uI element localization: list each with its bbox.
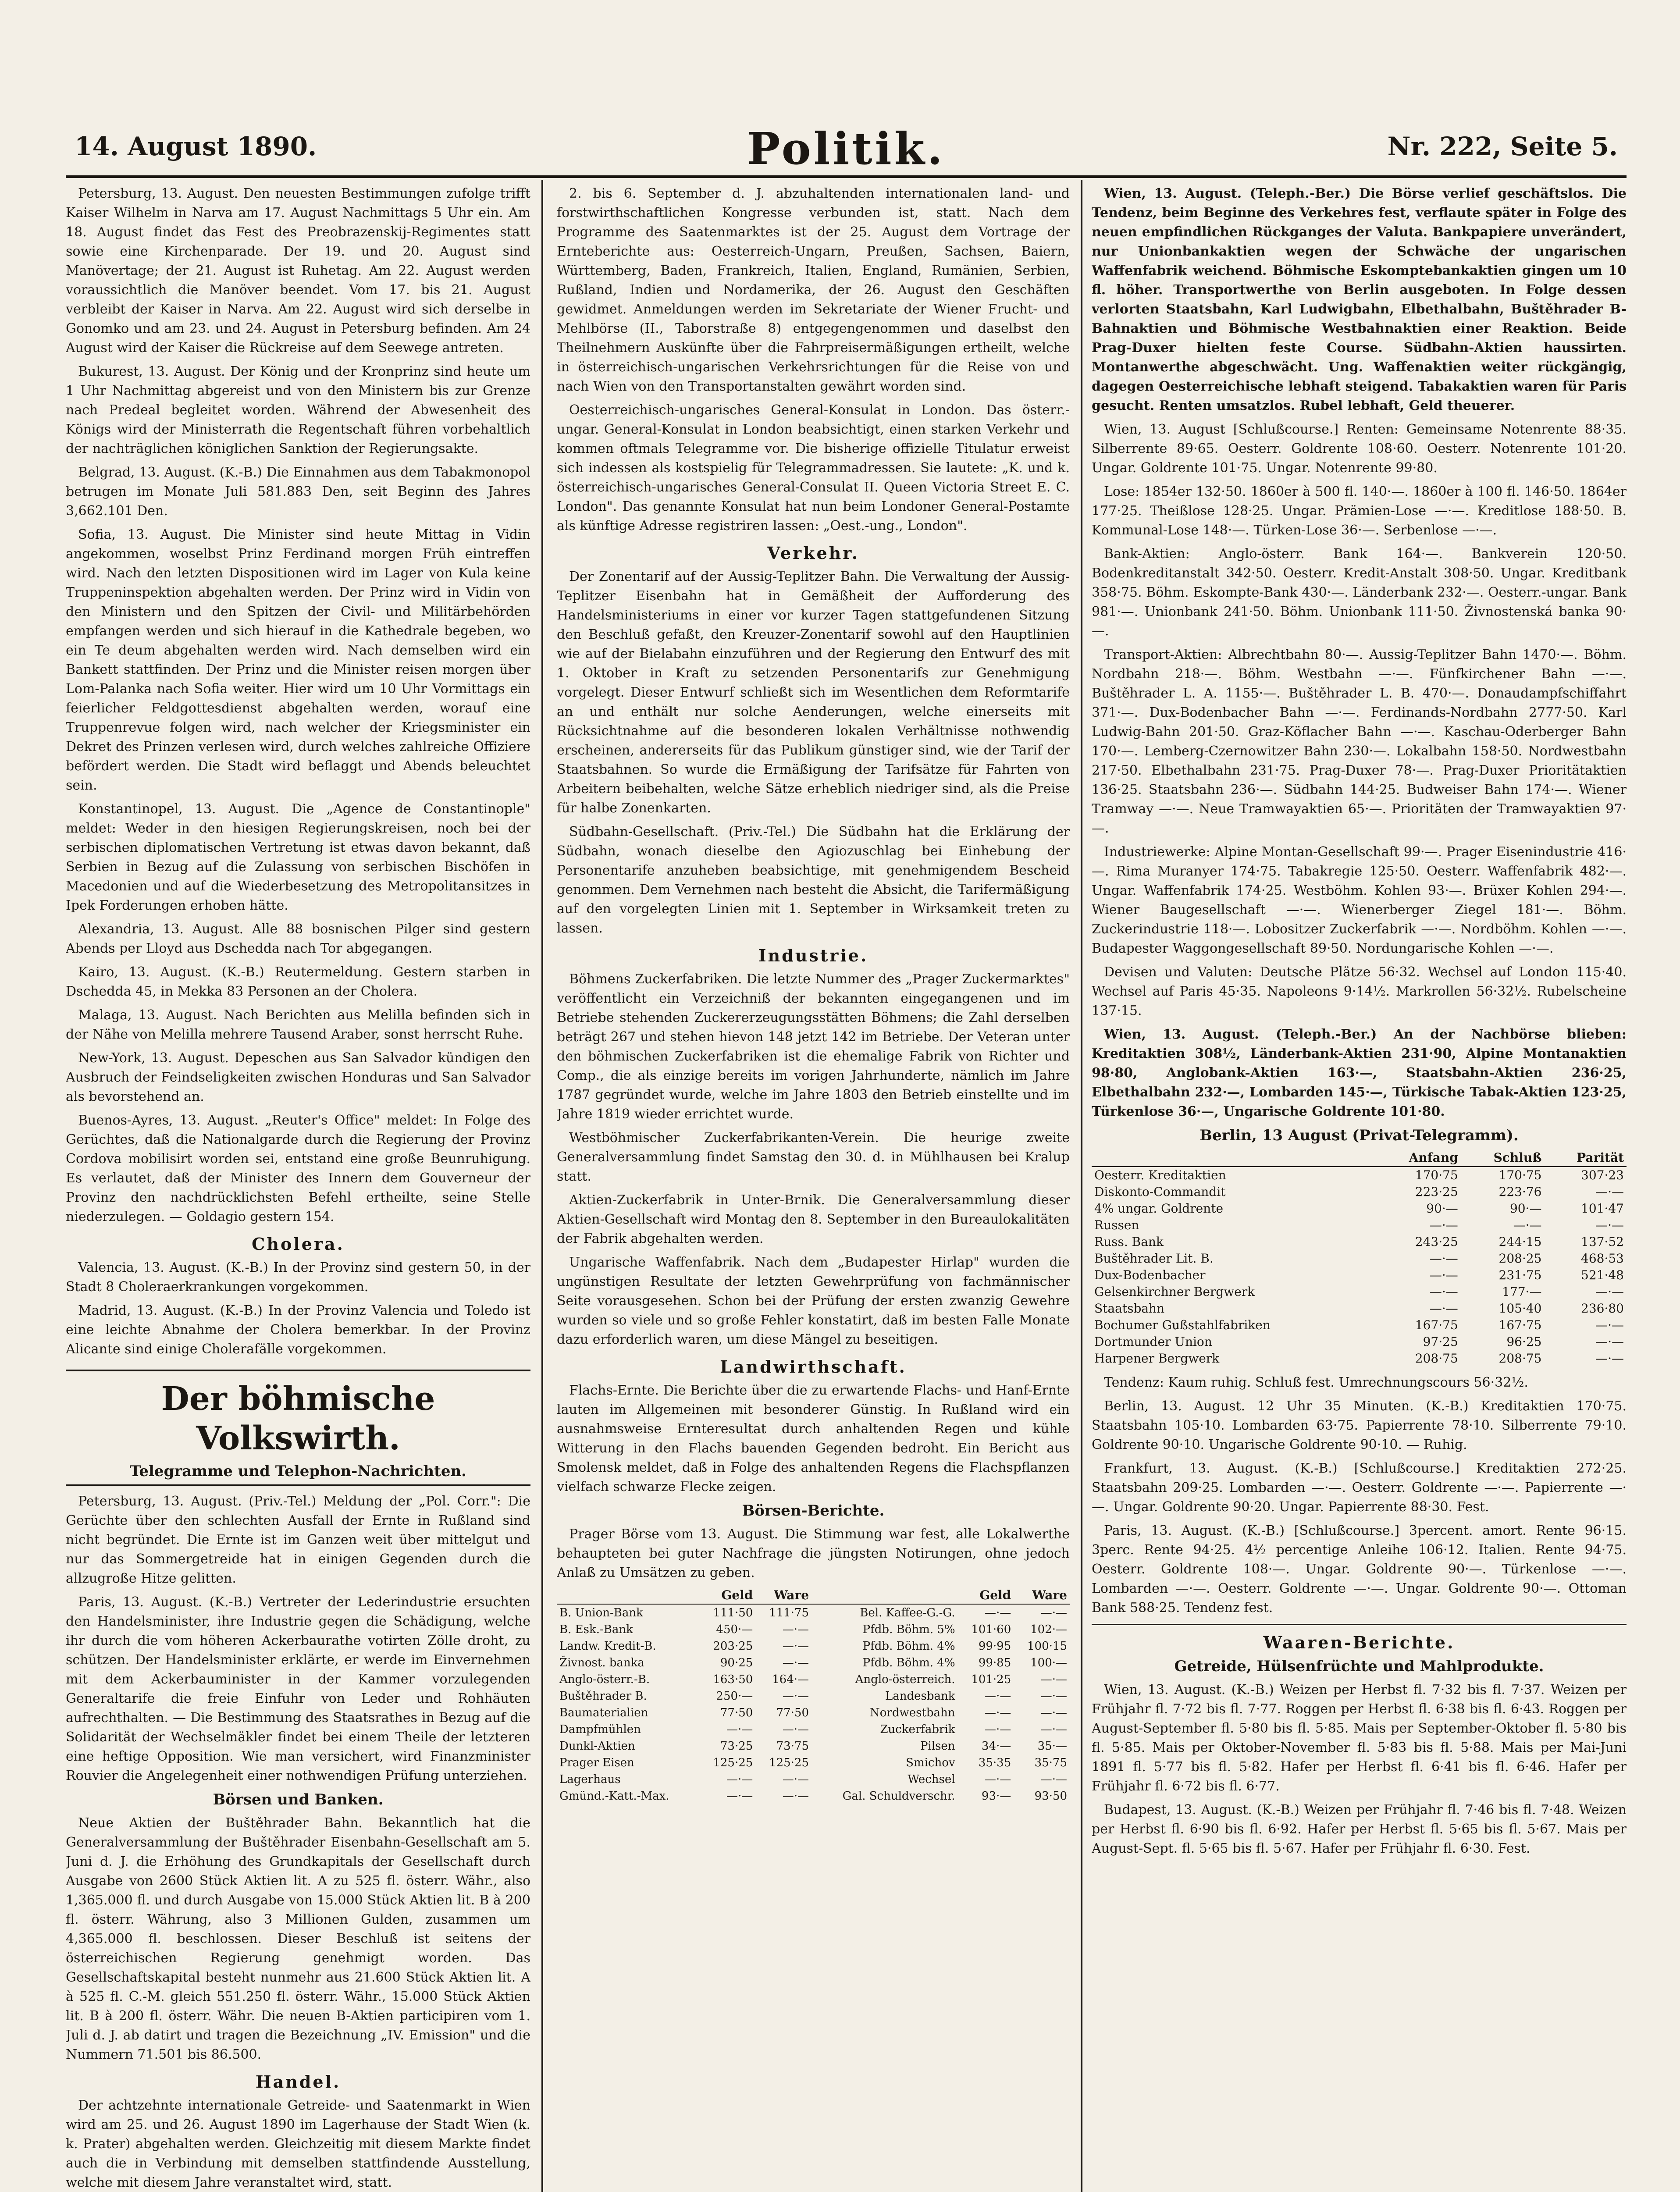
table-row (1092, 1284, 1627, 1300)
table-cell: 236·80 (1581, 1301, 1624, 1316)
section-verkehr: Verkehr. (767, 543, 860, 563)
table-cell: 521·48 (1581, 1268, 1624, 1282)
article-frankfurt: Frankfurt, 13. August. (K.-B.) [Schlußcourse.] Kreditaktien 272·25. Staatsbahn 209·25. Lombarden —·—. Oesterr. Goldrente —·—. Papierrente —·—. Ungar. Goldrente 90·20. Ungar. Papierrente 88·30. Fest. (1092, 1461, 1627, 1515)
table-row (1092, 1200, 1627, 1217)
article-madrid: Madrid, 13. August. (K.-B.) In der Provinz Valencia und Toledo ist eine leichte Abnahme der Cholera bemerkbar. In der Provinz Alicante sind einige Cholerafälle vorgekommen. (66, 1303, 530, 1357)
article-wien-lose: Lose: 1854er 132·50. 1860er à 500 fl. 140·—. 1860er à 100 fl. 146·50. 1864er 177·25. Theißlose 128·25. Ungar. Prämien-Lose —·—. Kreditlose 188·50. B. Kommunal-Lose 148·—. Türken-Lose 36·—. Serbenlose —·—. (1092, 484, 1627, 538)
section-landwirthschaft: Landwirthschaft. (720, 1357, 907, 1377)
table-cell: —·— (782, 1623, 809, 1636)
table-cell: 105·40 (1498, 1301, 1542, 1316)
section-industrie: Industrie. (758, 946, 868, 965)
article-petersburg: Petersburg, 13. August. Den neuesten Bestimmungen zufolge trifft Kaiser Wilhelm in Narva am 17. August Nachmittags 5 Uhr ein. Am 18. August findet das Fest des Preobrazenskij-Regimentes statt sowie eine Kirchenparade. Der 19. und 20. August sind Manövertage; der 21. August ist Ruhetag. Am 22. August werden voraussichtlich die Manöver beendet. Vom 17. bis 21. August verbleibt der Kaiser in Narva. Am 22. August wird sich derselbe in Gonomko und am 23. und 24. August in Petersburg befinden. Am 24 August wird der Kaiser die Rückreise auf dem Seewege antreten. (66, 186, 530, 356)
table-header-cell: Geld (958, 1587, 1014, 1604)
table-cell: —·— (1595, 1334, 1624, 1349)
table-header-cell: Ware (1014, 1587, 1070, 1604)
article-valencia: Valencia, 13. August. (K.-B.) In der Provinz sind gestern 50, in der Stadt 8 Choleraerkrankungen vorgekommen. (66, 1260, 530, 1295)
table-row (557, 1788, 1070, 1804)
table-cell: 231·75 (1498, 1268, 1542, 1282)
table-header-cell (812, 1587, 958, 1604)
table-cell: 99·95 (978, 1640, 1011, 1653)
table-row (1092, 1317, 1627, 1334)
article-paris-leder: Paris, 13. August. (K.-B.) Vertreter der Lederindustrie ersuchten den Handelsminister, ihre Industrie gegen die Schädigung, welche ihr durch die vom höheren Ackerbaurathe votirten Zölle droht, zu schützen. Der Handelsminister erklärte, er werde im Einvernehmen mit dem Ackerbauminister in der Kammer vorzulegenden Generaltarife die freie Einfuhr von Leder und Rohhäuten aufrechthalten. — Die Bestimmung des Staatsrathes in Bezug auf die Solidarität der Wechselmäkler findet bei einem Theile der letzteren eine heftige Opposition. Wie man versichert, wird Finanzminister Rouvier die Angelegenheit einer nothwendigen Prüfung unterziehen. (66, 1594, 530, 1783)
table-header-cell (1092, 1149, 1375, 1167)
table-cell: 93·— (981, 1790, 1011, 1803)
table-cell: Pfdb. Böhm. 4% (862, 1640, 955, 1653)
table-cell: B. Union-Bank (559, 1606, 643, 1619)
table-cell: Živnost. banka (559, 1656, 644, 1669)
table-cell: —·— (985, 1723, 1011, 1736)
table-cell: —·— (985, 1606, 1011, 1619)
table-header-cell: Geld (700, 1587, 756, 1604)
table-row (557, 1671, 1070, 1688)
table-cell: Baumaterialien (559, 1706, 648, 1719)
table-cell: Pfdb. Böhm. 4% (862, 1656, 955, 1669)
table-row (1092, 1217, 1627, 1234)
table-header-cell: Anfang (1375, 1149, 1460, 1167)
article-saatenmarkt-cont: 2. bis 6. September d. J. abzuhaltenden internationalen land- und forstwirthschaftlichen Kongresse verbunden ist, statt. Nach dem Programme des Saatenmarktes ist der 25. August dem Vortrage der Ernteberichte aus: Oesterreich-Ungarn, Preußen, Sachsen, Baiern, Württemberg, Baden, Frankreich, Italien, England, Rumänien, Serbien, Rußland, Indien und Nordamerika, der 26. August den Geschäften gewidmet. Anmeldungen werden im Sekretariate der Wiener Frucht- und Mehlbörse (II., Taborstraße 8) entgegengenommen und daselbst den Theilnehmern Auskünfte über die Fahrpreisermäßigungen ertheilt, welche in österreichisch-ungarischen Verkehrsrichtungen für die Reise von und nach Wien von den Transportanstalten gewährt worden sind. (557, 186, 1070, 394)
table-header-row (1092, 1149, 1627, 1167)
table-cell: 90·— (1509, 1201, 1542, 1216)
table-header-row (557, 1587, 1070, 1604)
table-cell: Russen (1094, 1218, 1139, 1232)
article-budapest-getreide: Budapest, 13. August. (K.-B.) Weizen per Frühjahr fl. 7·46 bis fl. 7·48. Weizen per Herbst fl. 6·90 bis fl. 6·92. Hafer per Herbst fl. 5·65 bis fl. 5·67. Mais per August-Sept. fl. 5·65 bis fl. 5·67. Hafer per Frühjahr fl. 6·30. Fest. (1092, 1802, 1627, 1856)
header-page-number: Nr. 222, Seite 5. (1387, 132, 1618, 161)
table-cell: 167·75 (1498, 1318, 1542, 1332)
table-cell: —·— (1429, 1218, 1458, 1232)
article-wien-transport-aktien: Transport-Aktien: Albrechtbahn 80·—. Aussig-Teplitzer Bahn 1470·—. Böhm. Nordbahn 218·—. Böhm. Westbahn —·—. Fünfkirchener Bahn —·—. Buštěhrader L. A. 1155·—. Buštěhrader L. B. 470·—. Donaudampfschiffahrt 371·—. Dux-Bodenbacher Bahn —·—. Ferdinands-Nordbahn 2777·50. Karl Ludwig-Bahn 201·50. Graz-Köflacher Bahn —·—. Kaschau-Oderberger Bahn 170·—. Lemberg-Czernowitzer Bahn 230·—. Lokalbahn 158·50. Nordwestbahn 217·50. Elbethalbahn 231·75. Prag-Duxer 78·—. Prag-Duxer Prioritätaktien 136·25. Staatsbahn 236·—. Südbahn 144·25. Budweiser Bahn 174·—. Wiener Tramway —·—. Neue Tramwayaktien 65·—. Prioritäten der Tramwayaktien 97·—. (1092, 647, 1627, 836)
article-belgrad: Belgrad, 13. August. (K.-B.) Die Einnahmen aus dem Tabakmonopol betrugen im Monate Juli 581.883 Den, seit Beginn des Jahres 3,662.101 Den. (66, 465, 530, 519)
article-konstantinopel: Konstantinopel, 13. August. Die „Agence de Constantinople" meldet: Weder in den hiesigen Regierungskreisen, noch bei der serbischen diplomatischen Vertretung ist etwas davon bekannt, daß Serbien in Bezug auf die Zulassung von serbischen Bischöfen in Macedonien und auf die Wiederbesetzung des Metropolitansitzes in Ipek Forderungen erhoben hätte. (66, 801, 530, 913)
table-cell: —·— (1595, 1285, 1624, 1299)
table-cell: Zuckerfabrik (880, 1723, 955, 1736)
article-paris: Paris, 13. August. (K.-B.) [Schlußcourse.] 3percent. amort. Rente 96·15. 3perc. Rente 94·25. 4½ percentige Anleihe 106·12. Italien. Rente 94·75. Oesterr. Goldrente 108·—. Ungar. Goldrente 90·—. Türkenlose —·—. Lombarden —·—. Oesterr. Goldrente —·—. Ungar. Goldrente 90·—. Ottoman Bank 588·25. Tendenz fest. (1092, 1523, 1627, 1616)
section-handel: Handel. (255, 2072, 341, 2092)
table-cell: B. Esk.-Bank (559, 1623, 633, 1636)
table-cell: Buštěhrader B. (559, 1690, 647, 1703)
table-row (1092, 1350, 1627, 1367)
table-cell: Diskonto-Commandit (1094, 1185, 1226, 1199)
table-row (557, 1638, 1070, 1655)
table-row (1092, 1334, 1627, 1350)
table-cell: —·— (1040, 1706, 1067, 1719)
table-cell: Smichov (906, 1756, 955, 1769)
table-cell: 77·50 (776, 1706, 809, 1719)
table-cell: —·— (1040, 1673, 1067, 1686)
table-cell: 223·76 (1498, 1185, 1542, 1199)
table-cell: 35·75 (1034, 1756, 1067, 1769)
table-cell: 35·35 (978, 1756, 1011, 1769)
table-cell: —·— (1429, 1268, 1458, 1282)
table-cell: —·— (1040, 1606, 1067, 1619)
article-alexandria: Alexandria, 13. August. Alle 88 bosnischen Pilger sind gestern Abends per Lloyd aus Dschedda nach Tor abgegangen. (66, 922, 530, 956)
table-cell: —·— (782, 1773, 809, 1786)
table-cell: Dunkl-Aktien (559, 1740, 635, 1753)
table-cell: 90·— (1426, 1201, 1458, 1216)
table-row (557, 1704, 1070, 1721)
table-cell: 100·— (1030, 1656, 1067, 1669)
article-aktien-zuckerfabrik: Aktien-Zuckerfabrik in Unter-Brnik. Die Generalversammlung dieser Aktien-Gesellschaft wird Montag den 8. September in den Bureaulokalitäten der Fabrik abgehalten werden. (557, 1192, 1070, 1246)
table-cell: 250·— (716, 1690, 753, 1703)
table-cell: 170·75 (1498, 1168, 1542, 1182)
table-cell: Landesbank (885, 1690, 955, 1703)
table-cell: 208·75 (1498, 1351, 1542, 1366)
article-wien-boerse: Wien, 13. August. (Teleph.-Ber.) Die Börse verlief geschäftslos. Die Tendenz, beim Beginne des Verkehres fest, verflaute später in Folge des neuen empfindlichen Rückganges der Valuta. Bankpapiere unverändert, nur Unionbankaktien wegen der Schwäche der ungarischen Waffenfabrik weichend. Böhmische Eskomptebankaktien gingen um 10 fl. höher. Transportwerthe von Berlin ausgeboten. In Folge dessen verlorten Staatsbahn, Karl Ludwigbahn, Elbethalbahn, Buštěhrader B-Bahnaktien und Böhmische Westbahnaktien einer Reaktion. Beide Prag-Duxer hielten feste Course. Südbahn-Aktien haussirten. Montanwerthe abgeschwächt. Ung. Waffenaktien weiter rückgängig, dagegen Oesterreichische lebhaft steigend. Tabakaktien waren für Paris gesucht. Renten umsatzlos. Rubel lebhaft, Geld theuerer. (1092, 186, 1627, 413)
table-cell: Anglo-österr.-B. (559, 1673, 650, 1686)
header-title: Politik. (747, 123, 945, 174)
volkswirth-subtitle: Telegramme und Telephon-Nachrichten. (66, 1462, 530, 1486)
table-cell: —·— (726, 1790, 753, 1803)
table-row (557, 1688, 1070, 1704)
table-row (557, 1738, 1070, 1754)
table-cell: 96·25 (1506, 1334, 1542, 1349)
table-cell: —·— (782, 1690, 809, 1703)
table-cell: —·— (1595, 1218, 1624, 1232)
article-suedbahn: Südbahn-Gesellschaft. (Priv.-Tel.) Die Südbahn hat die Erklärung der Südbahn, wonach dieselbe den Agiozuschlag bei Einhebung der Personentarife anzuheben beabsichtige, mit genehmigendem Bescheid genommen. Dem Vernehmen nach besteht die Absicht, die Tarifermäßigung auf den vorgelegten Linien mit 1. September in Wirksamkeit treten zu lassen. (557, 824, 1070, 936)
article-general-konsulat: Oesterreichisch-ungarisches General-Konsulat in London. Das österr.-ungar. General-Konsulat in London beabsichtigt, einen starken Verkehr und kommen oftmals Telegramme vor. Die bisherige offizielle Titulatur erweist sich indessen als kostspielig für Telegrammadressen. Sie lautete: „K. und k. österreichisch-ungarisches General-Consulat II. Queen Victoria Street E. C. London". Das genannte Konsulat hat nun beim Londoner General-Postamte als künftige Adresse registriren lassen: „Oest.-ung., London". (557, 402, 1070, 534)
section-waaren-berichte: Waaren-Berichte. (1263, 1633, 1455, 1652)
table-header-cell (557, 1587, 700, 1604)
table-cell: 97·25 (1423, 1334, 1458, 1349)
table-cell: —·— (985, 1706, 1011, 1719)
article-prager-boerse: Prager Börse vom 13. August. Die Stimmung war fest, alle Lokalwerthe behaupteten bei guter Nachfrage die jüngsten Notirungen, ohne jedoch Anlaß zu Umsätzen zu geben. (557, 1527, 1070, 1580)
article-bustehrader-aktien: Neue Aktien der Buštěhrader Bahn. Bekanntlich hat die Generalversammlung der Buštěhrader Eisenbahn-Gesellschaft am 5. Juni d. J. die Erhöhung des Grundkapitals der Gesellschaft durch Ausgabe von 2600 Stück Aktien lit. A zu 525 fl. österr. Währ., also 1,365.000 fl. und durch Ausgabe von 15.000 Stück Aktien lit. B à 200 fl. österr. Währung, also 3 Millionen Gulden, zusammen um 4,365.000 fl. beschlossen. Dieser Beschluß ist seitens der österreichischen Regierung genehmigt worden. Das Gesellschaftskapital besteht nunmehr aus 21.600 Stück Aktien lit. A à 525 fl. C.-M. gleich 551.250 fl. österr. Währ., 15.000 Stück Aktien lit. B à 200 fl. österr. Währ. Die neuen B-Aktien participiren vom 1. Juli d. J. ab datirt und tragen die Bezeichnung „IV. Emission" und die Nummern 71.501 bis 86.500. (66, 1815, 530, 2062)
table-cell: 203·25 (713, 1640, 753, 1653)
table-cell: Lagerhaus (559, 1773, 621, 1786)
table-cell: 167·75 (1415, 1318, 1458, 1332)
article-wien-getreide: Wien, 13. August. (K.-B.) Weizen per Herbst fl. 7·32 bis fl. 7·37. Weizen per Frühjahr fl. 7·72 bis fl. 7·77. Roggen per Herbst fl. 6·38 bis fl. 6·43. Roggen per August-September fl. 5·80 bis fl. 5·85. Mais per September-Oktober fl. 5·80 bis fl. 5·85. Mais per Oktober-November fl. 5·83 bis fl. 5·88. Mais per Mai-Juni 1891 fl. 5·77 bis fl. 5·82. Hafer per Herbst fl. 6·41 bis fl. 6·46. Hafer per Frühjahr fl. 6·72 bis fl. 6·77. (1092, 1682, 1627, 1794)
article-petersburg-ernte: Petersburg, 13. August. (Priv.-Tel.) Meldung der „Pol. Corr.": Die Gerüchte über den schlechten Ausfall der Ernte in Rußland sind nicht begründet. Die Ernte ist im Ganzen weit über mittelgut und nur das Sommergetreide hat in einigen Gegenden durch die allzugroße Hitze gelitten. (66, 1494, 530, 1586)
article-bukurest: Bukurest, 13. August. Der König und der Kronprinz sind heute um 1 Uhr Nachmittag abgereist und von den Ministern bis zur Grenze nach Predeal begleitet worden. Während der Abwesenheit des Königs wird der Ministerrath die Regentschaft führen vorbehaltlich der nachträglichen königlichen Sanktion der Regierungsakte. (66, 364, 530, 456)
table-cell: —·— (1595, 1185, 1624, 1199)
column-divider-1 (541, 180, 543, 2192)
article-zonentarif: Der Zonentarif auf der Aussig-Teplitzer Bahn. Die Verwaltung der Aussig-Teplitzer Eisenbahn hat in Gemäßheit der Aufforderung des Handelsministeriums in einer vor kurzer Tagen stattgefundenen Sitzung den Beschluß gefaßt, den Kreuzer-Zonentarif sowohl auf den Hauptlinien wie auf der Bielabahn einzuführen und der Regierung den Entwurf des mit 1. Oktober in Kraft zu setzenden Personentarifs zur Genehmigung vorgelegt. Dieser Entwurf schließt sich im Wesentlichen dem Reformtarife an und enthält nur solche Aenderungen, welche einerseits mit Rücksichtnahme auf die besonderen lokalen Verhältnisse nothwendig erscheinen, andererseits für das Publikum günstiger sind, wie der Tarif der Staatsbahnen. So wurde die Ermäßigung der Tarifsätze für Fahrten von Arbeitern beibehalten, welche Sätze erheblich niedriger sind, als die Preise für halbe Zonenkarten. (557, 569, 1070, 816)
table-row (1092, 1234, 1627, 1250)
table-row (1092, 1267, 1627, 1284)
table-cell: Bochumer Gußstahlfabriken (1094, 1318, 1271, 1332)
table-cell: Dampfmühlen (559, 1723, 641, 1736)
table-cell: 450·— (716, 1623, 753, 1636)
article-malaga: Malaga, 13. August. Nach Berichten aus Melilla befinden sich in der Nähe von Melilla mehrere Tausend Araber, sonst herrscht Ruhe. (66, 1007, 530, 1042)
table-cell: Russ. Bank (1094, 1235, 1164, 1249)
table-cell: Anglo-österreich. (855, 1673, 955, 1686)
table-cell: 35·— (1037, 1740, 1067, 1753)
table-cell: Gal. Schuldverschr. (842, 1790, 955, 1803)
table-cell: —·— (782, 1790, 809, 1803)
table-cell: Bel. Kaffee-G.-G. (860, 1606, 955, 1619)
table-cell: Gelsenkirchner Bergwerk (1094, 1285, 1255, 1299)
column-divider-2 (1081, 180, 1082, 2192)
table-cell: —·— (985, 1773, 1011, 1786)
table-row (557, 1721, 1070, 1738)
table-cell: 4% ungar. Goldrente (1094, 1201, 1224, 1216)
table-cell: 73·25 (720, 1740, 753, 1753)
table-cell: —·— (985, 1690, 1011, 1703)
article-wien-renten: Wien, 13. August [Schlußcourse.] Renten: Gemeinsame Notenrente 88·35. Silberrente 89·65. Oesterr. Goldrente 108·60. Oesterr. Notenrente 101·20. Ungar. Goldrente 101·75. Ungar. Notenrente 99·80. (1092, 422, 1627, 476)
article-wien-bank-aktien: Bank-Aktien: Anglo-österr. Bank 164·—. Bankverein 120·50. Bodenkreditanstalt 342·50. Oesterr. Kredit-Anstalt 308·50. Ungar. Kreditbank 358·75. Böhm. Eskompte-Bank 430·—. Länderbank 232·—. Oesterr.-ungar. Bank 981·—. Unionbank 241·50. Böhm. Unionbank 111·50. Živnostenská banka 90·—. (1092, 546, 1627, 639)
table-cell: 90·25 (720, 1656, 753, 1669)
table-cell: —·— (782, 1656, 809, 1669)
table-cell: —·— (1595, 1318, 1624, 1332)
table-row (557, 1754, 1070, 1771)
table-row (557, 1771, 1070, 1788)
berlin-heading: Berlin, 13 August (Privat-Telegramm). (1199, 1127, 1519, 1144)
table-header-cell: Ware (755, 1587, 812, 1604)
table-cell: —·— (1040, 1690, 1067, 1703)
article-zuckerfabrikanten-verein: Westböhmischer Zuckerfabrikanten-Verein. Die heurige zweite Generalversammlung findet Samstag den 30. d. in Mühlhausen bei Kralup statt. (557, 1130, 1070, 1184)
table-cell: —·— (1513, 1218, 1542, 1232)
table-cell: 100·15 (1027, 1640, 1067, 1653)
article-new-york: New-York, 13. August. Depeschen aus San Salvador kündigen den Ausbruch der Feindseligkeiten zwischen Honduras und San Salvador als bevorstehend an. (66, 1050, 530, 1104)
table-row (1092, 1167, 1627, 1184)
table-cell: —·— (726, 1773, 753, 1786)
table-cell: 170·75 (1415, 1168, 1458, 1182)
table-cell: 223·25 (1415, 1185, 1458, 1199)
header-date: 14. August 1890. (75, 132, 317, 161)
article-berlin-tendenz: Tendenz: Kaum ruhig. Schluß fest. Umrechnungscours 56·32½. (1104, 1375, 1528, 1390)
table-cell: 244·15 (1498, 1235, 1542, 1249)
table-row (1092, 1300, 1627, 1317)
table-cell: —·— (782, 1640, 809, 1653)
table-cell: 307·23 (1581, 1168, 1624, 1182)
table-cell: Staatsbahn (1094, 1301, 1165, 1316)
table-cell: Dortmunder Union (1094, 1334, 1212, 1349)
table-cell: Pfdb. Böhm. 5% (862, 1623, 955, 1636)
table-cell: Prager Eisen (559, 1756, 634, 1769)
table-cell: Dux-Bodenbacher (1094, 1268, 1206, 1282)
table-cell: —·— (782, 1723, 809, 1736)
table-row (557, 1621, 1070, 1638)
table-cell: Nordwestbahn (870, 1706, 955, 1719)
volkswirth-title: Der böhmische Volkswirth. (66, 1370, 530, 1458)
table-cell: 177·— (1502, 1285, 1542, 1299)
table-cell: 208·75 (1415, 1351, 1458, 1366)
table-row (557, 1655, 1070, 1671)
table-cell: Pilsen (920, 1740, 955, 1753)
table-cell: Wechsel (908, 1773, 955, 1786)
table-cell: 102·— (1030, 1623, 1067, 1636)
table-cell: 137·52 (1581, 1235, 1624, 1249)
table-row (1092, 1250, 1627, 1267)
divider-rule (1092, 1624, 1627, 1625)
table-cell: 163·50 (713, 1673, 753, 1686)
table-cell: 93·50 (1034, 1790, 1067, 1803)
table-cell: 77·50 (720, 1706, 753, 1719)
table-cell: Oesterr. Kreditaktien (1094, 1168, 1226, 1182)
page-header (66, 123, 1627, 178)
article-wien-industriewerke: Industriewerke: Alpine Montan-Gesellschaft 99·—. Prager Eisenindustrie 416·—. Rima Muranyer 174·75. Tabakregie 125·50. Oesterr. Waffenfabrik 482·—. Ungar. Waffenfabrik 174·25. Westböhm. Kohlen 93·—. Brüxer Kohlen 294·—. Wiener Baugesellschaft —·—. Wienerberger Ziegel 181·—. Böhm. Zuckerindustrie 118·—. Lobositzer Zuckerfabrik —·—. Nordböhm. Kohlen —·—. Budapester Waggongesellschaft 89·50. Nordungarische Kohlen —·—. (1092, 844, 1627, 956)
article-zuckerfabriken: Böhmens Zuckerfabriken. Die letzte Nummer des „Prager Zuckermarktes" veröffentlicht ein Verzeichniß der bekannten eingegangenen und im Betriebe stehenden Zuckererzeugungsstätten Böhmens; die Zahl derselben beträgt 267 und stehen hievon 148 jetzt 142 im Betriebe. Der Veteran unter den böhmischen Zuckerfabriken ist die ehemalige Fabrik von Richter und Comp., die als einzige bereits im vorigen Jahrhunderte, nämlich im Jahre 1787 gegründet wurde, welche im Jahre 1803 den Betrieb einstellte und im Jahre 1819 wieder errichtet wurde. (557, 971, 1070, 1122)
article-buenos-ayres: Buenos-Ayres, 13. August. „Reuter's Office" meldet: In Folge des Gerüchtes, daß die Nationalgarde durch die Regierung der Provinz Cordova mobilisirt worden sei, entstand eine große Beunruhigung. Es verlautet, daß der Minister des Innern dem Gouverneur der Provinz den nachdrücklichsten Befehl ertheilte, seine Stelle niederzulegen. — Goldagio gestern 154. (66, 1113, 530, 1224)
table-cell: 111·50 (713, 1606, 753, 1619)
section-boersen-berichte: Börsen-Berichte. (742, 1502, 885, 1519)
table-cell: —·— (1429, 1285, 1458, 1299)
table-row (557, 1604, 1070, 1621)
table-cell: Buštěhrader Lit. B. (1094, 1251, 1214, 1266)
table-cell: 101·47 (1581, 1201, 1624, 1216)
table-cell: —·— (1595, 1351, 1624, 1366)
article-kairo: Kairo, 13. August. (K.-B.) Reutermeldung. Gestern starben in Dschedda 45, in Mekka 83 Personen an der Cholera. (66, 964, 530, 999)
article-berlin-midday: Berlin, 13. August. 12 Uhr 35 Minuten. (K.-B.) Kreditaktien 170·75. Staatsbahn 105·10. Lombarden 63·75. Papierrente 78·10. Silberrente 79·10. Goldrente 90·10. Ungarische Goldrente 90·10. — Ruhig. (1092, 1398, 1627, 1452)
column-3 (1092, 184, 1627, 2192)
article-sofia: Sofia, 13. August. Die Minister sind heute Mittag in Vidin angekommen, woselbst Prinz Ferdinand morgen Früh eintreffen wird. Nach den letzten Dispositionen wird im Lager von Kula keine Truppeninspektion abgehalten werden. Der Prinz wird in Vidin von den Ministern und den Spitzen der Civil- und Militärbehörden empfangen werden und sich hierauf in die Kathedrale begeben, wo ein Te deum abgehalten werden wird. Nach demselben wird ein Bankett stattfinden. Der Prinz und die Minister reisen morgen über Lom-Palanka nach Sofia weiter. Hier wird um 10 Uhr Vormittags ein feierlicher Feldgottesdienst abgehalten werden, worauf eine Truppenrevue folgen wird, nach welcher der Kriegsminister ein Dekret des Prinzen verlesen wird, durch welches zahlreiche Offiziere befördert werden. Die Stadt wird beflaggt und Abends beleuchtet sein. (66, 527, 530, 793)
table-cell: 111·75 (769, 1606, 809, 1619)
table-header-cell: Parität (1544, 1149, 1627, 1167)
berlin-table (1092, 1149, 1627, 1367)
table-cell: Gmünd.-Katt.-Max. (559, 1790, 669, 1803)
table-cell: Harpener Bergwerk (1094, 1351, 1220, 1366)
table-cell: —·— (1429, 1301, 1458, 1316)
table-cell: —·— (1429, 1251, 1458, 1266)
section-boersen-banken: Börsen und Banken. (213, 1791, 384, 1808)
table-cell: 125·25 (769, 1756, 809, 1769)
table-cell: —·— (1040, 1773, 1067, 1786)
article-saatenmarkt: Der achtzehnte internationale Getreide- und Saatenmarkt in Wien wird am 25. und 26. August 1890 im Lagerhause der Stadt Wien (k. k. Prater) abgehalten werden. Gleichzeitig mit diesem Markte findet auch die in Verbindung mit demselben stattfindende Ausstellung, welche mit diesem Jahre veranstaltet wird, statt. (66, 2098, 530, 2190)
section-getreide: Getreide, Hülsenfrüchte und Mahlprodukte. (1174, 1658, 1544, 1675)
column-2 (557, 184, 1070, 2192)
table-cell: 101·60 (971, 1623, 1011, 1636)
section-cholera: Cholera. (252, 1234, 345, 1254)
table-row (1092, 1184, 1627, 1200)
table-cell: 164·— (772, 1673, 809, 1686)
article-wien-devisen: Devisen und Valuten: Deutsche Plätze 56·32. Wechsel auf London 115·40. Wechsel auf Paris 45·35. Napoleons 9·14½. Markrollen 56·32½. Rubelscheine 137·15. (1092, 964, 1627, 1018)
prager-boerse-table (557, 1587, 1070, 1804)
table-cell: 243·25 (1415, 1235, 1458, 1249)
article-waffenfabrik: Ungarische Waffenfabrik. Nach dem „Budapester Hirlap" wurden die ungünstigen Resultate der letzten Gewehrprüfung von fachmännischer Seite vorausgesehen. Schon bei der Prüfung der ersten zwanzig Gewehre wurden so viele und so große Fehler konstatirt, daß im besten Falle Monate dazu erforderlich waren, um diese Mängel zu beseitigen. (557, 1255, 1070, 1347)
table-cell: 125·25 (713, 1756, 753, 1769)
table-cell: 101·25 (971, 1673, 1011, 1686)
article-flachs-ernte: Flachs-Ernte. Die Berichte über die zu erwartende Flachs- und Hanf-Ernte lauten im Allgemeinen mit besonderer Günstig. In Rußland wird ein ausnahmsweise Ernteresultat durch anhaltenden Regen und kühle Witterung in den Flachs bauenden Gegenden bedroht. Ein Bericht aus Smolensk meldet, daß in Folge des anhaltenden Regens die Flachspflanzen vielfach schwarze Flecke zeigen. (557, 1383, 1070, 1495)
article-wien-nachboerse: Wien, 13. August. (Teleph.-Ber.) An der Nachbörse blieben: Kreditaktien 308½, Länderbank-Aktien 231·90, Alpine Montanaktien 98·80, Anglobank-Aktien 163·—, Staatsbahn-Aktien 236·25, Elbethalbahn 232·—, Lombarden 145·—, Türkische Tabak-Aktien 123·25, Türkenlose 36·—, Ungarische Goldrente 101·80. (1092, 1027, 1627, 1119)
table-cell: 73·75 (776, 1740, 809, 1753)
table-header-cell: Schluß (1461, 1149, 1545, 1167)
table-cell: 34·— (981, 1740, 1011, 1753)
table-cell: 468·53 (1581, 1251, 1624, 1266)
column-1 (66, 184, 530, 2192)
table-cell: Landw. Kredit-B. (559, 1640, 656, 1653)
table-cell: —·— (1040, 1723, 1067, 1736)
table-cell: 208·25 (1498, 1251, 1542, 1266)
table-cell: 99·85 (978, 1656, 1011, 1669)
table-cell: —·— (726, 1723, 753, 1736)
